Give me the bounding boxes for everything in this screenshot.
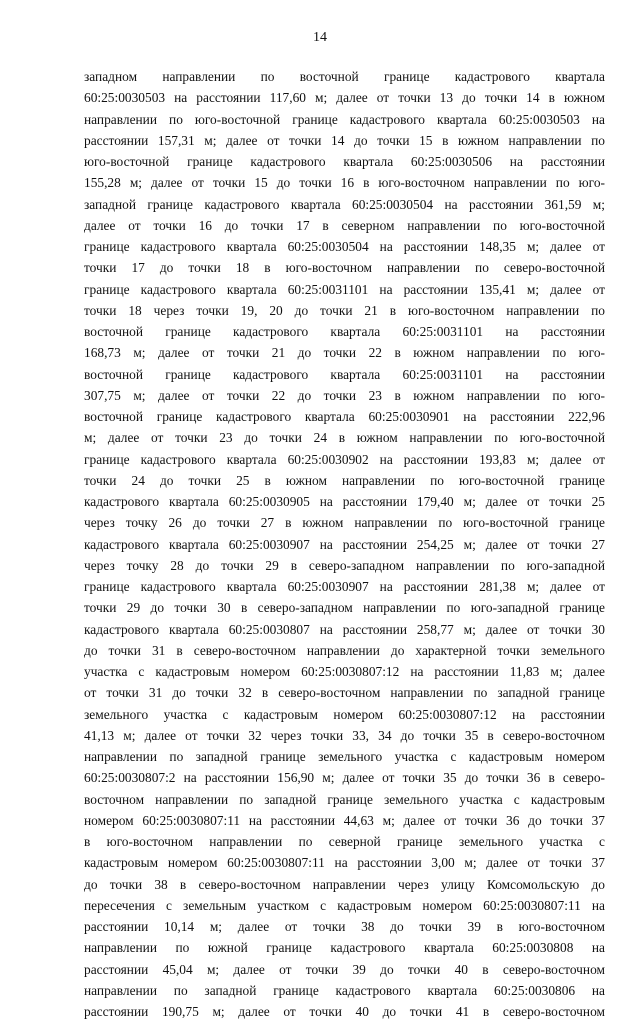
text-line: западной границе кадастрового квартала 60:25:0030504 на расстоянии 361,59 м; [84, 196, 605, 212]
text-line: точки 24 до точки 25 в южном направлении по юго-восточной границе [84, 472, 605, 488]
text-line: расстоянии 45,04 м; далее от точки 39 до точки 40 в северо-восточном [84, 961, 605, 977]
text-line: границе кадастрового квартала 60:25:0030902 на расстоянии 193,83 м; далее от [84, 451, 605, 467]
text-line: восточной границе кадастрового квартала 60:25:0031101 на расстоянии [84, 366, 605, 382]
text-line: в юго-восточном направлении по северной границе земельного участка с [84, 834, 605, 849]
text-line: восточном направлении по западной границе земельного участка с кадастровым [84, 791, 605, 807]
text-line: расстоянии 157,31 м; далее от точки 14 до точки 15 в южном направлении по [84, 132, 605, 148]
text-line: далее от точки 16 до точки 17 в северном направлении по юго-восточной [84, 217, 605, 233]
text-line: точки 29 до точки 30 в северо-западном направлении по юго-западной границе [84, 600, 605, 616]
text-line: направлении по западной границе земельного участка с кадастровым номером [84, 749, 605, 764]
text-line: 41,13 м; далее от точки 32 через точки 33, 34 до точки 35 в северо-восточном [84, 727, 605, 743]
text-line: восточной границе кадастрового квартала 60:25:0031101 на расстоянии [84, 324, 605, 339]
text-line: восточной границе кадастрового квартала 60:25:0030901 на расстоянии 222,96 [84, 409, 605, 424]
body-text [84, 66, 605, 1022]
text-line: расстоянии 10,14 м; далее от точки 38 до точки 39 в юго-восточном [84, 919, 605, 934]
text-line: точки 17 до точки 18 в юго-восточном направлении по северо-восточной [84, 260, 605, 276]
text-line: до точки 31 в северо-восточном направлении до характерной точки земельного [84, 642, 605, 658]
text-line: от точки 31 до точки 32 в северо-восточном направлении по западной границе [84, 685, 605, 701]
text-line: границе кадастрового квартала 60:25:0030504 на расстоянии 148,35 м; далее от [84, 239, 605, 254]
text-line: кадастрового квартала 60:25:0030807 на расстоянии 258,77 м; далее от точки 30 [84, 621, 605, 637]
text-line: кадастрового квартала 60:25:0030905 на расстоянии 179,40 м; далее от точки 25 [84, 494, 605, 509]
text-line: направлении по южной границе кадастрового квартала 60:25:0030808 на [84, 940, 605, 956]
text-line: участка с кадастровым номером 60:25:0030807:12 на расстоянии 11,83 м; далее [84, 664, 605, 679]
text-line: границе кадастрового квартала 60:25:0031101 на расстоянии 135,41 м; далее от [84, 281, 605, 297]
text-line: м; далее от точки 23 до точки 24 в южном направлении по юго-восточной [84, 430, 605, 446]
text-line: земельного участка с кадастровым номером 60:25:0030807:12 на расстоянии [84, 706, 605, 722]
text-line: через точку 26 до точки 27 в южном направлении по юго-восточной границе [84, 515, 605, 531]
text-line: кадастровым номером 60:25:0030807:11 на расстоянии 3,00 м; далее от точки 37 [84, 855, 605, 871]
text-line: расстоянии 190,75 м; далее от точки 40 до точки 41 в северо-восточном [84, 1004, 605, 1019]
text-line: точки 18 через точки 19, 20 до точки 21 в юго-восточном направлении по [84, 302, 605, 318]
text-line: 155,28 м; далее от точки 15 до точки 16 в юго-восточном направлении по юго- [84, 175, 605, 191]
page-number: 14 [313, 30, 327, 45]
text-line: до точки 38 в северо-восточном направлении через улицу Комсомольскую до [84, 876, 605, 892]
text-line: 307,75 м; далее от точки 22 до точки 23 в южном направлении по юго- [84, 387, 605, 403]
text-line: направлении по западной границе кадастрового квартала 60:25:0030806 на [84, 982, 605, 998]
text-line: 60:25:0030503 на расстоянии 117,60 м; далее от точки 13 до точки 14 в южном [84, 90, 605, 106]
text-line: направлении по юго-восточной границе кадастрового квартала 60:25:0030503 на [84, 111, 605, 127]
text-line: номером 60:25:0030807:11 на расстоянии 44,63 м; далее от точки 36 до точки 37 [84, 812, 605, 828]
text-line: пересечения с земельным участком с кадастровым номером 60:25:0030807:11 на [84, 897, 605, 913]
text-line: юго-восточной границе кадастрового квартала 60:25:0030506 на расстоянии [84, 154, 605, 169]
text-line: 60:25:0030807:2 на расстоянии 156,90 м; далее от точки 35 до точки 36 в северо- [84, 770, 605, 786]
text-line: границе кадастрового квартала 60:25:0030907 на расстоянии 281,38 м; далее от [84, 579, 605, 594]
text-line: 168,73 м; далее от точки 21 до точки 22 в южном направлении по юго- [84, 345, 605, 361]
text-line: кадастрового квартала 60:25:0030907 на расстоянии 254,25 м; далее от точки 27 [84, 536, 605, 552]
text-line: западном направлении по восточной границе кадастрового квартала [84, 69, 605, 84]
text-line: через точку 28 до точки 29 в северо-западном направлении по юго-западной [84, 557, 605, 573]
